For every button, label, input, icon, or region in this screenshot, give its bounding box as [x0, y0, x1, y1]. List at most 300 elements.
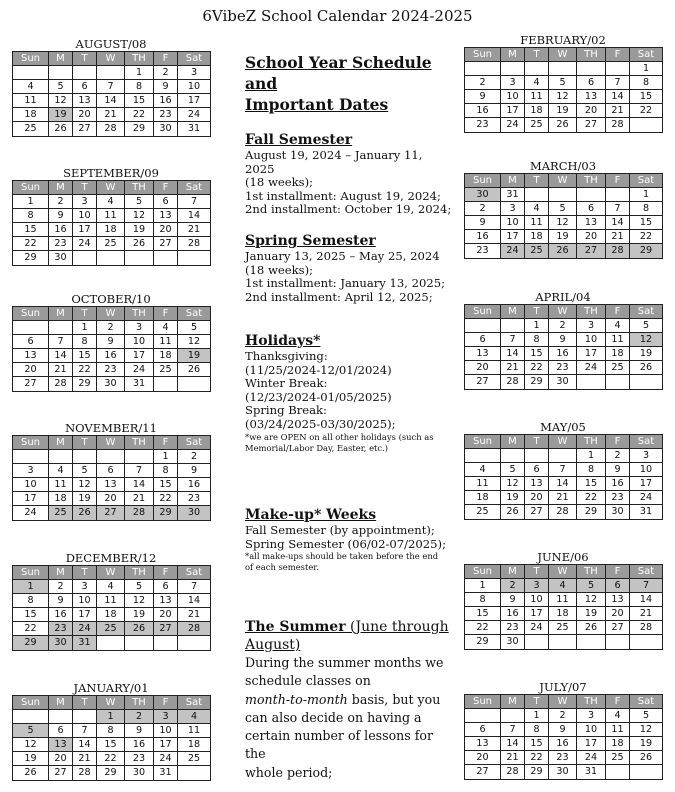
calendar-day: 21: [606, 230, 630, 244]
calendar-day: 11: [606, 723, 630, 737]
calendar-day: 26: [501, 505, 525, 519]
weekday-header-row: [13, 181, 211, 195]
calendar-day: 14: [549, 477, 577, 491]
calendar-day: 5: [49, 80, 73, 94]
calendar-week-row: [13, 108, 211, 122]
calendar-day: 28: [501, 375, 525, 389]
calendar-day: 19: [49, 108, 73, 122]
calendar-week-row: [465, 765, 663, 779]
calendar-day: 23: [178, 492, 211, 506]
calendar-day: 28: [178, 237, 211, 251]
calendar-day: 23: [606, 491, 630, 505]
calendar-week-row: [465, 607, 663, 621]
calendar-week-row: [13, 80, 211, 94]
calendar-day: 9: [549, 723, 577, 737]
calendar-day: [501, 319, 525, 333]
calendar-day: 30: [178, 506, 211, 520]
calendar-day: 26: [549, 118, 577, 132]
calendar-week-row: [13, 506, 211, 520]
calendar-day: 24: [73, 237, 97, 251]
calendar-day: 27: [577, 244, 606, 258]
calendar-day: 26: [49, 122, 73, 136]
calendar-day: 10: [501, 90, 525, 104]
weekday-label: TH: [577, 174, 606, 188]
calendar-day: 2: [154, 66, 178, 80]
calendar-day: [606, 375, 630, 389]
weekday-label: F: [154, 181, 178, 195]
calendar-day: 4: [97, 580, 125, 594]
weekday-label: T: [73, 181, 97, 195]
weekday-label: M: [49, 181, 73, 195]
calendar-day: 19: [13, 752, 49, 766]
calendar-day: 16: [154, 94, 178, 108]
weekday-label: TH: [125, 436, 154, 450]
calendar-day: 6: [154, 580, 178, 594]
weekday-label: F: [154, 436, 178, 450]
weekday-label: Sat: [178, 696, 211, 710]
calendar-month-title: MAY/05: [540, 420, 586, 434]
weekday-header-row: [13, 696, 211, 710]
calendar-day: [630, 118, 663, 132]
calendar-week-row: [13, 738, 211, 752]
calendar-week-row: [13, 223, 211, 237]
calendar-day: 23: [154, 108, 178, 122]
calendar-day: 17: [525, 607, 549, 621]
weekday-label: M: [49, 52, 73, 66]
calendar-day: 27: [465, 765, 501, 779]
calendar-day: 23: [97, 363, 125, 377]
weekday-label: F: [154, 696, 178, 710]
calendar-day: 19: [549, 230, 577, 244]
calendar-week-row: [465, 449, 663, 463]
summer-title: The Summer (June through: [245, 619, 449, 635]
calendar-day: 16: [549, 347, 577, 361]
calendar-day: [13, 450, 49, 464]
calendar-day: 24: [125, 363, 154, 377]
calendar-day: 16: [125, 738, 154, 752]
calendar-day: [501, 449, 525, 463]
calendar-day: 16: [178, 478, 211, 492]
calendar-day: 3: [73, 580, 97, 594]
calendar-day: 24: [13, 506, 49, 520]
calendar-day: 4: [49, 464, 73, 478]
calendar-day: 25: [549, 621, 577, 635]
calendar-day: 25: [178, 752, 211, 766]
calendar-day: 8: [154, 464, 178, 478]
calendar-day: [178, 766, 211, 780]
calendar-day: [97, 636, 125, 650]
calendar-week-row: [465, 216, 663, 230]
calendar-day: 7: [606, 76, 630, 90]
calendar-day: 20: [13, 363, 49, 377]
fall-semester-title: Fall Semester: [245, 132, 353, 148]
calendar-day: 12: [125, 209, 154, 223]
calendar-day: 7: [49, 335, 73, 349]
calendar-day: 15: [125, 94, 154, 108]
calendar-day: 22: [630, 230, 663, 244]
calendar-day: 28: [501, 765, 525, 779]
calendar-day: 14: [178, 209, 211, 223]
calendar-day: [549, 188, 577, 202]
calendar-day: 21: [178, 608, 211, 622]
spring-semester-title: Spring Semester: [245, 233, 376, 249]
weekday-label: M: [501, 695, 525, 709]
calendar-day: 24: [501, 118, 525, 132]
calendar-day: 14: [97, 94, 125, 108]
calendar-day: 2: [606, 449, 630, 463]
calendar-week-row: [465, 188, 663, 202]
weekday-label: Sun: [13, 566, 49, 580]
calendar-day: 4: [606, 319, 630, 333]
calendar-day: 30: [154, 122, 178, 136]
weekday-label: M: [49, 696, 73, 710]
calendar-day: 15: [630, 216, 663, 230]
weekday-label: Sun: [465, 565, 501, 579]
weekday-header-row: [465, 565, 663, 579]
weekday-label: F: [154, 566, 178, 580]
weekday-header-row: [465, 48, 663, 62]
calendar-day: 25: [525, 118, 549, 132]
calendar-day: 2: [97, 321, 125, 335]
calendar-day: [49, 450, 73, 464]
calendar-day: 16: [97, 349, 125, 363]
calendar-day: 26: [13, 766, 49, 780]
calendar-day: 18: [97, 608, 125, 622]
calendar-day: 30: [606, 505, 630, 519]
calendar-day: 6: [97, 464, 125, 478]
calendar-day: 8: [73, 335, 97, 349]
calendar-week-row: [13, 195, 211, 209]
calendar-day: 9: [125, 724, 154, 738]
calendar-day: 18: [549, 607, 577, 621]
calendar-day: 10: [73, 594, 97, 608]
calendar-day: 27: [13, 377, 49, 391]
calendar-day: 17: [501, 230, 525, 244]
calendar-day: 11: [49, 478, 73, 492]
calendar-day: 9: [178, 464, 211, 478]
calendar-day: [577, 375, 606, 389]
calendar-january: [12, 681, 210, 781]
weekday-label: Sun: [13, 436, 49, 450]
weekday-label: TH: [125, 566, 154, 580]
summer-section: The Summer (June through August) During the summer months we schedule classes on month-to-month basis, but you can also decide on having a certain number of lessons for the whole period;: [245, 618, 455, 782]
calendar-day: 27: [97, 506, 125, 520]
weekday-label: W: [549, 435, 577, 449]
calendar-day: 28: [606, 244, 630, 258]
calendar-day: 22: [97, 752, 125, 766]
calendar-day: 10: [13, 478, 49, 492]
calendar-week-row: [13, 608, 211, 622]
calendar-day: 12: [13, 738, 49, 752]
calendar-day: 29: [13, 251, 49, 265]
weekday-label: Sat: [630, 305, 663, 319]
calendar-week-row: [465, 463, 663, 477]
calendar-day: 20: [465, 751, 501, 765]
calendar-day: 17: [501, 104, 525, 118]
calendar-day: [606, 188, 630, 202]
calendar-day: 4: [606, 709, 630, 723]
holidays-title: Holidays*: [245, 333, 321, 349]
calendar-february: [464, 33, 662, 133]
calendar-day: 1: [154, 450, 178, 464]
calendar-day: 24: [525, 621, 549, 635]
weekday-label: TH: [577, 565, 606, 579]
calendar-day: 9: [501, 593, 525, 607]
calendar-day: 13: [97, 478, 125, 492]
weekday-label: TH: [125, 696, 154, 710]
calendar-day: 4: [154, 321, 178, 335]
calendar-day: 13: [577, 216, 606, 230]
calendar-day: 15: [154, 478, 178, 492]
calendar-grid: [12, 180, 211, 266]
calendar-day: 25: [97, 622, 125, 636]
calendar-day: 2: [465, 202, 501, 216]
calendar-day: 6: [525, 463, 549, 477]
calendar-day: 13: [525, 477, 549, 491]
calendar-day: 31: [630, 505, 663, 519]
calendar-week-row: [13, 122, 211, 136]
calendar-day: 13: [154, 209, 178, 223]
calendar-day: 26: [630, 361, 663, 375]
calendar-day: 12: [49, 94, 73, 108]
weekday-label: Sat: [630, 565, 663, 579]
calendar-week-row: [13, 464, 211, 478]
weekday-label: W: [97, 436, 125, 450]
calendar-day: [465, 62, 501, 76]
calendar-day: [525, 188, 549, 202]
calendar-december: [12, 551, 210, 651]
calendar-day: [125, 251, 154, 265]
calendar-week-row: [465, 477, 663, 491]
calendar-day: [549, 449, 577, 463]
calendar-day: 14: [501, 347, 525, 361]
calendar-day: 3: [577, 709, 606, 723]
calendar-week-row: [13, 450, 211, 464]
calendar-grid: [464, 694, 663, 780]
calendar-day: 30: [549, 765, 577, 779]
weekday-label: Sat: [630, 48, 663, 62]
calendar-day: 1: [525, 319, 549, 333]
calendar-april: [464, 290, 662, 390]
calendar-day: 15: [577, 477, 606, 491]
calendar-day: 3: [154, 710, 178, 724]
calendar-day: 15: [630, 90, 663, 104]
calendar-day: 22: [13, 237, 49, 251]
calendar-day: 8: [577, 463, 606, 477]
calendar-day: 17: [73, 608, 97, 622]
calendar-day: 31: [125, 377, 154, 391]
calendar-day: 12: [630, 723, 663, 737]
weekday-label: T: [525, 305, 549, 319]
calendar-day: 28: [97, 122, 125, 136]
calendar-day: 2: [549, 709, 577, 723]
calendar-week-row: [13, 724, 211, 738]
calendar-day: 29: [97, 766, 125, 780]
calendar-day: 5: [125, 195, 154, 209]
calendar-week-row: [13, 710, 211, 724]
calendar-day: 8: [125, 80, 154, 94]
calendar-day: 31: [501, 188, 525, 202]
calendar-june: [464, 550, 662, 650]
calendar-october: [12, 292, 210, 392]
calendar-day: 4: [97, 195, 125, 209]
calendar-day: 5: [501, 463, 525, 477]
calendar-day: 28: [630, 621, 663, 635]
calendar-day: 10: [178, 80, 211, 94]
weekday-header-row: [465, 435, 663, 449]
calendar-day: 4: [13, 80, 49, 94]
calendar-day: 3: [501, 202, 525, 216]
calendar-day: [178, 636, 211, 650]
calendar-day: 21: [606, 104, 630, 118]
calendar-week-row: [13, 251, 211, 265]
calendar-day: 2: [49, 195, 73, 209]
calendar-day: 5: [549, 202, 577, 216]
calendar-week-row: [465, 751, 663, 765]
calendar-day: 31: [178, 122, 211, 136]
weekday-label: M: [49, 436, 73, 450]
calendar-day: 25: [97, 237, 125, 251]
calendar-day: [630, 375, 663, 389]
weekday-label: T: [525, 695, 549, 709]
calendar-day: 21: [125, 492, 154, 506]
calendar-week-row: [13, 94, 211, 108]
calendar-week-row: [465, 118, 663, 132]
calendar-day: 18: [525, 104, 549, 118]
weekday-label: Sat: [178, 181, 211, 195]
weekday-label: W: [97, 307, 125, 321]
calendar-week-row: [465, 230, 663, 244]
calendar-day: 2: [549, 319, 577, 333]
calendar-week-row: [465, 361, 663, 375]
weekday-label: F: [154, 52, 178, 66]
calendar-day: 22: [154, 492, 178, 506]
weekday-label: Sun: [465, 695, 501, 709]
weekday-label: F: [606, 565, 630, 579]
weekday-label: Sat: [178, 52, 211, 66]
calendar-day: 1: [525, 709, 549, 723]
weekday-label: M: [501, 48, 525, 62]
calendar-day: 22: [125, 108, 154, 122]
weekday-label: Sat: [630, 695, 663, 709]
calendar-day: 12: [549, 90, 577, 104]
calendar-day: 29: [465, 635, 501, 649]
calendar-day: 11: [465, 477, 501, 491]
weekday-label: Sat: [630, 174, 663, 188]
calendar-day: [125, 636, 154, 650]
calendar-day: 30: [49, 251, 73, 265]
weekday-label: Sun: [13, 307, 49, 321]
calendar-day: 18: [606, 737, 630, 751]
calendar-day: 12: [577, 593, 606, 607]
calendar-day: 9: [97, 335, 125, 349]
calendar-day: 26: [73, 506, 97, 520]
calendar-day: 6: [154, 195, 178, 209]
calendar-day: 23: [549, 361, 577, 375]
calendar-day: 8: [13, 594, 49, 608]
calendar-day: 13: [465, 737, 501, 751]
calendar-day: 7: [97, 80, 125, 94]
calendar-day: 27: [73, 122, 97, 136]
calendar-may: [464, 420, 662, 520]
calendar-day: [13, 710, 49, 724]
weekday-label: Sat: [178, 436, 211, 450]
calendar-day: 4: [525, 202, 549, 216]
calendar-day: 1: [13, 580, 49, 594]
calendar-week-row: [13, 636, 211, 650]
calendar-day: 25: [49, 506, 73, 520]
calendar-day: 1: [465, 579, 501, 593]
calendar-day: [525, 62, 549, 76]
weekday-label: F: [606, 48, 630, 62]
calendar-day: 14: [49, 349, 73, 363]
calendar-day: 11: [178, 724, 211, 738]
calendar-day: 19: [577, 607, 606, 621]
calendar-day: 23: [49, 622, 73, 636]
calendar-week-row: [465, 375, 663, 389]
calendar-week-row: [465, 244, 663, 258]
calendar-day: 2: [125, 710, 154, 724]
calendar-day: 8: [630, 202, 663, 216]
calendar-day: 21: [97, 108, 125, 122]
weekday-header-row: [13, 52, 211, 66]
calendar-day: [178, 251, 211, 265]
calendar-day: 30: [125, 766, 154, 780]
calendar-day: [465, 319, 501, 333]
calendar-day: 7: [73, 724, 97, 738]
calendar-day: 12: [549, 216, 577, 230]
calendar-day: [97, 450, 125, 464]
calendar-day: 14: [125, 478, 154, 492]
calendar-day: 25: [606, 361, 630, 375]
calendar-week-row: [13, 766, 211, 780]
calendar-week-row: [13, 363, 211, 377]
calendar-grid: [464, 304, 663, 390]
calendar-day: 24: [154, 752, 178, 766]
calendar-day: 17: [577, 347, 606, 361]
calendar-day: [13, 321, 49, 335]
calendar-day: 12: [501, 477, 525, 491]
weekday-header-row: [465, 305, 663, 319]
weekday-label: Sat: [630, 435, 663, 449]
calendar-day: 15: [13, 608, 49, 622]
calendar-week-row: [465, 491, 663, 505]
calendar-day: 27: [577, 118, 606, 132]
calendar-day: 10: [501, 216, 525, 230]
calendar-day: 16: [49, 608, 73, 622]
calendar-day: 11: [97, 209, 125, 223]
calendar-day: 20: [154, 608, 178, 622]
calendar-day: [577, 635, 606, 649]
calendar-day: 13: [49, 738, 73, 752]
calendar-week-row: [465, 723, 663, 737]
calendar-day: [49, 66, 73, 80]
calendar-day: 10: [125, 335, 154, 349]
calendar-day: 7: [501, 333, 525, 347]
calendar-day: 25: [13, 122, 49, 136]
calendar-day: 28: [125, 506, 154, 520]
calendar-week-row: [465, 202, 663, 216]
calendar-day: [525, 635, 549, 649]
calendar-week-row: [465, 76, 663, 90]
weekday-header-row: [465, 695, 663, 709]
calendar-grid: [12, 306, 211, 392]
calendar-day: 20: [49, 752, 73, 766]
calendar-day: 15: [13, 223, 49, 237]
calendar-day: [465, 449, 501, 463]
calendar-week-row: [465, 709, 663, 723]
calendar-day: 23: [465, 118, 501, 132]
